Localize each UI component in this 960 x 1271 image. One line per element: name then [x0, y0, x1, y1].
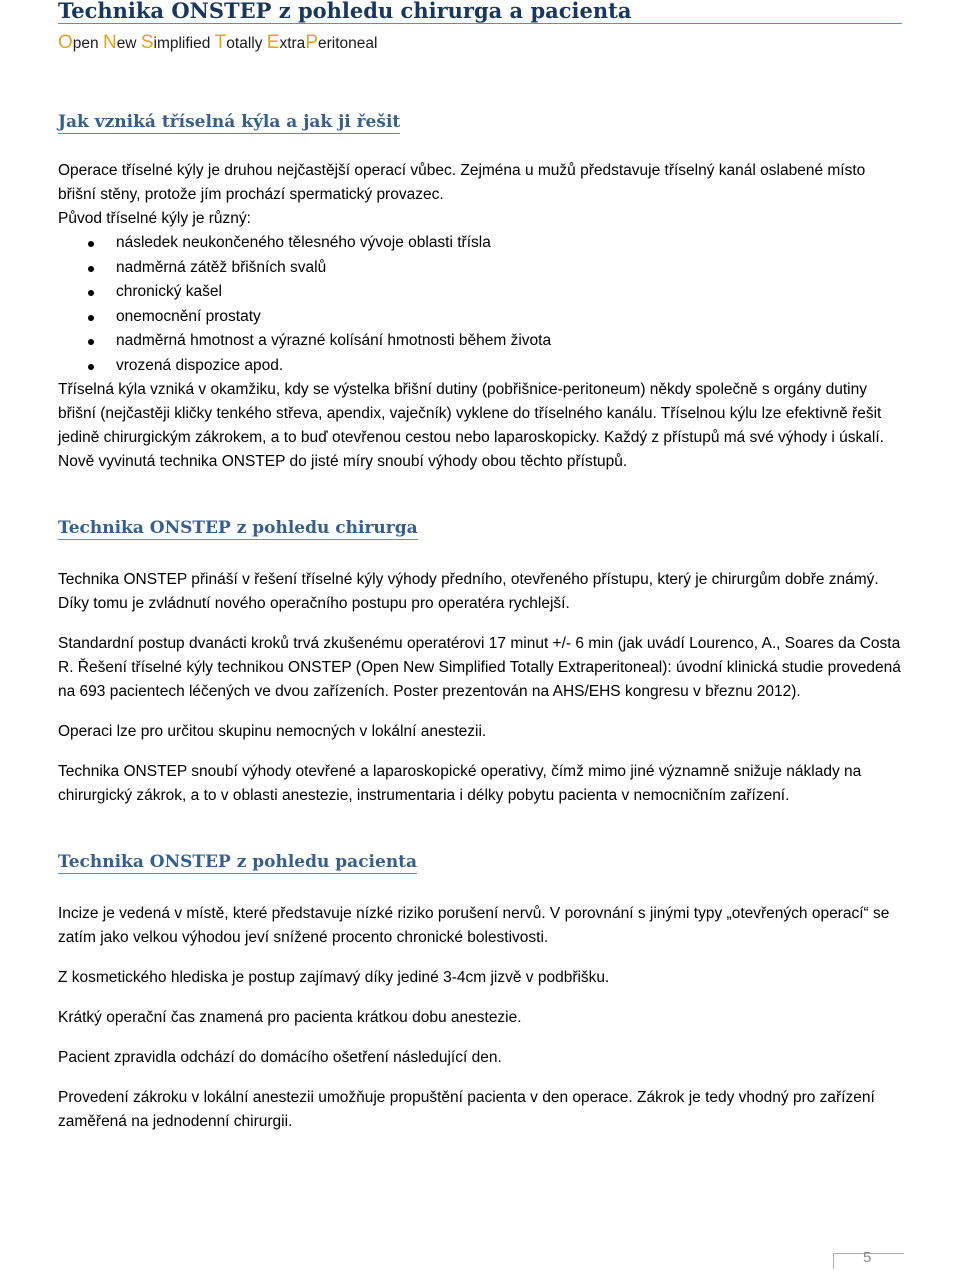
origin-lead: Původ tříselné kýly je různý: [58, 210, 251, 227]
acronym-initial: O [58, 32, 73, 53]
page-title: Technika ONSTEP z pohledu chirurga a pacienta [58, 0, 632, 23]
acronym-initial: N [102, 32, 117, 53]
page-number-footer [829, 1240, 905, 1270]
origin-list [58, 231, 904, 378]
section-heading-surgeon: Technika ONSTEP z pohledu chirurga [58, 518, 418, 538]
acronym-rest: xtra [279, 35, 306, 52]
title-underline [58, 23, 902, 24]
acronym-rest: eritoneal [318, 35, 378, 52]
acronym-rest: otally [226, 35, 267, 52]
acronym-initial: S [140, 32, 154, 53]
paragraph: Operaci lze pro určitou skupinu nemocných v lokální anestezii. [58, 723, 487, 740]
acronym-subtitle [58, 33, 904, 54]
paragraph: Z kosmetického hlediska je postup zajímavý díky jediné 3-4cm jizvě v podbřišku. [58, 969, 610, 986]
acronym-initial: P [305, 32, 318, 53]
paragraph: Standardní postup dvanácti kroků trvá zkušenému operatérovi 17 minut +/- 6 min (jak uvádí Lourenco, A., Soares da Costa R. Řešení tříselné kýly technikou ONSTEP (Open New Simplified Totally Extraperitoneal): úvodní klinická studie provedená na 693 pacientech léčených ve dvou zařízeních. Poster prezentován na AHS/EHS kongresu v březnu 2012). [58, 635, 901, 700]
paragraph: Technika ONSTEP snoubí výhody otevřené a laparoskopické operativy, čímž mimo jiné významně snižuje náklady na chirurgický zákrok, a to v oblasti anestezie, instrumentaria i délky pobytu pacienta v nemocničním zařízení. [58, 763, 862, 804]
paragraph: Provedení zákroku v lokální anestezii umožňuje propuštění pacienta v den operace. Zákrok je tedy vhodný pro zařízení zaměřená na jednodenní chirurgii. [58, 1089, 875, 1130]
acronym-initial: T [214, 32, 227, 53]
paragraph: Technika ONSTEP přináší v řešení tříselné kýly výhody předního, otevřeného přístupu, který je chirurgům dobře známý. Díky tomu je zvládnutí nového operačního postupu pro operatéra rychlejší. [58, 571, 879, 612]
acronym-rest: ew [116, 35, 141, 52]
body-paragraph: Tříselná kýla vzniká v okamžiku, kdy se výstelka břišní dutiny (pobřišnice-peritoneum) někdy společně s orgány dutiny břišní (nejčastěji kličky tenkého střeva, apendix, vaječník) vyklene do tříselného kanálu. Tříselnou kýlu lze efektivně řešit jedině chirurgickým zákrokem, a to buď otevřenou cestou nebo laparoskopicky. Každý z přístupů má své výhody i úskalí. Nově vyvinutá technika ONSTEP do jisté míry snoubí výhody obou těchto přístupů. [58, 381, 884, 470]
section-patient [58, 851, 904, 1134]
paragraph: Pacient zpravidla odchází do domácího ošetření následující den. [58, 1049, 502, 1066]
paragraph: Incize je vedená v místě, které představuje nízké riziko porušení nervů. V porovnání s jinými typy „otevřených operací“ se zatím jako velkou výhodou jeví snížené procento chronické bolestivosti. [58, 905, 890, 946]
acronym-rest: pen [72, 35, 103, 52]
list-item: nadměrná hmotnost a výrazné kolísání hmotnosti během života [58, 329, 904, 354]
section-heading-patient: Technika ONSTEP z pohledu pacienta [58, 852, 418, 872]
page-number: 5 [863, 1249, 872, 1266]
list-item: vrozená dispozice apod. [58, 354, 904, 379]
list-item: onemocnění prostaty [58, 305, 904, 330]
list-item: nadměrná zátěž břišních svalů [58, 256, 904, 281]
section-heading-origin: Jak vzniká tříselná kýla a jak ji řešit [58, 112, 401, 132]
paragraph: Krátký operační čas znamená pro pacienta krátkou dobu anestezie. [58, 1009, 522, 1026]
intro-paragraph: Operace tříselné kýly je druhou nejčastější operací vůbec. Zejména u mužů představuje tříselný kanál oslabené místo břišní stěny, protože jím prochází spermatický provazec. [58, 162, 866, 203]
list-item: chronický kašel [58, 280, 904, 305]
list-item: následek neukončeného tělesného vývoje oblasti třísla [58, 231, 904, 256]
acronym-initial: E [266, 32, 280, 53]
document-page [58, 0, 904, 1134]
acronym-rest: implified [153, 35, 215, 52]
section-origin [58, 111, 904, 474]
section-surgeon [58, 517, 904, 808]
